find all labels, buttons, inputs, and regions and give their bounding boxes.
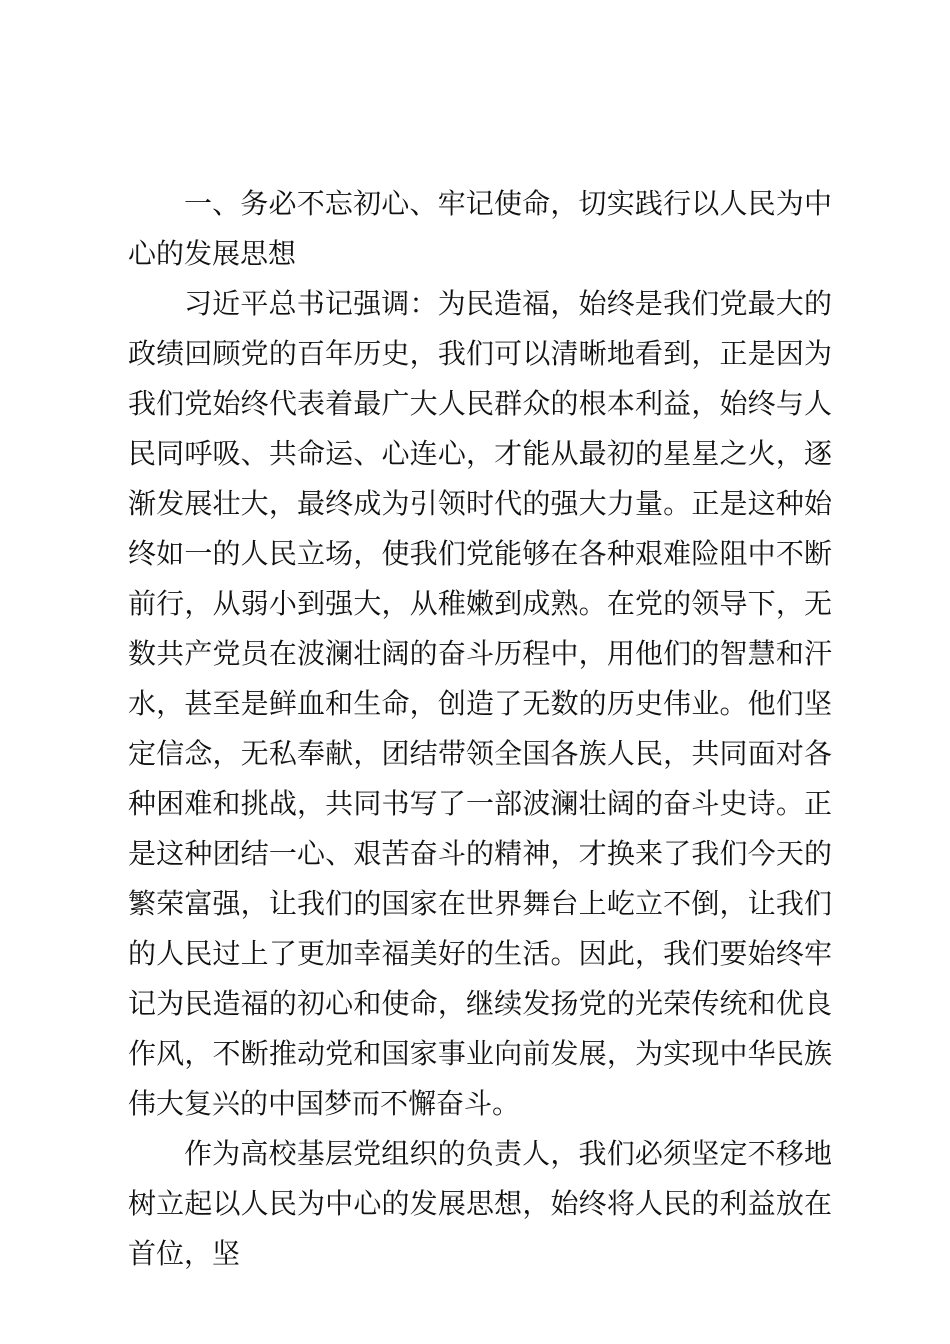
document-body xyxy=(128,179,832,1279)
body-paragraph-2: 作为高校基层党组织的负责人，我们必须坚定不移地树立起以人民为中心的发展思想，始终将人民的利益放在首位，坚 xyxy=(128,1137,832,1270)
body-paragraph-1: 习近平总书记强调：为民造福，始终是我们党最大的政绩回顾党的百年历史，我们可以清晰地看到，正是因为我们党始终代表着最广大人民群众的根本利益，始终与人民同呼吸、共命运、心连心，才能从最初的星星之火，逐渐发展壮大，最终成为引领时代的强大力量。正是这种始终如一的人民立场，使我们党能够在各种艰难险阻中不断前行，从弱小到强大，从稚嫩到成熟。在党的领导下，无数共产党员在波澜壮阔的奋斗历程中，用他们的智慧和汗水，甚至是鲜血和生命，创造了无数的历史伟业。他们坚定信念，无私奉献，团结带领全国各族人民，共同面对各种困难和挑战，共同书写了一部波澜壮阔的奋斗史诗。正是这种团结一心、艰苦奋斗的精神，才换来了我们今天的繁荣富强，让我们的国家在世界舞台上屹立不倒，让我们的人民过上了更加幸福美好的生活。因此，我们要始终牢记为民造福的初心和使命，继续发扬党的光荣传统和优良作风，不断推动党和国家事业向前发展，为实现中华民族伟大复兴的中国梦而不懈奋斗。 xyxy=(128,287,832,1120)
section-heading: 一、务必不忘初心、牢记使命，切实践行以人民为中心的发展思想 xyxy=(128,187,832,270)
